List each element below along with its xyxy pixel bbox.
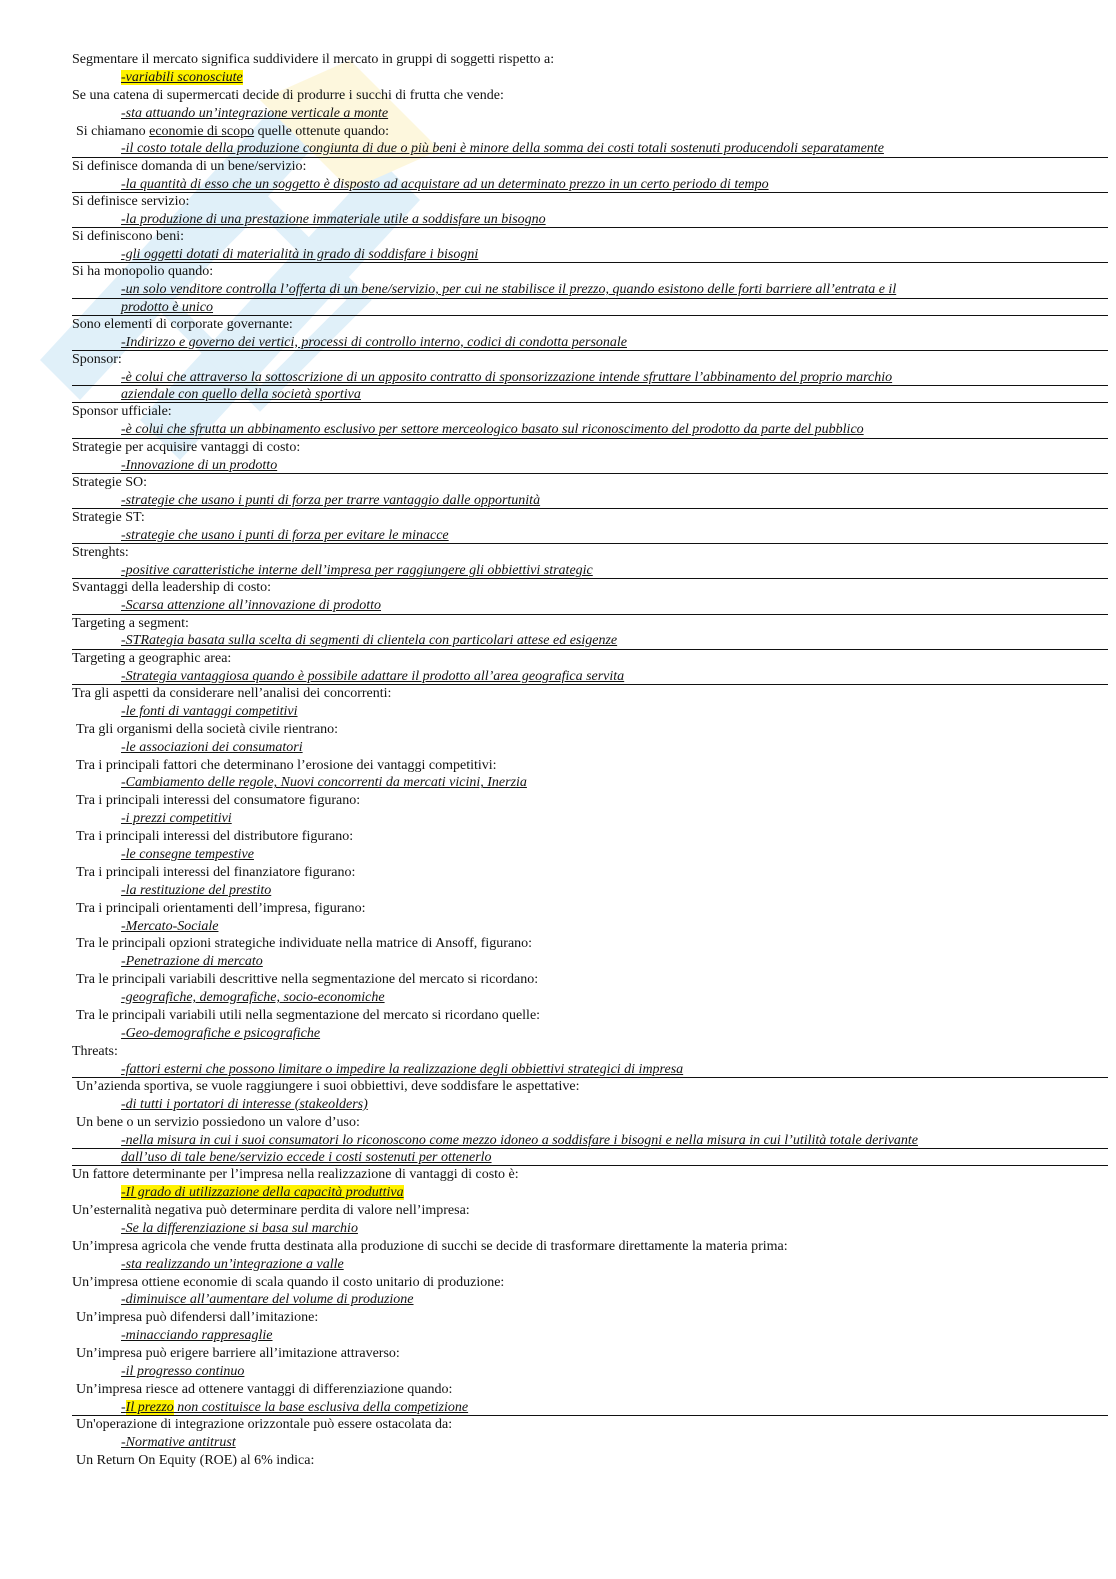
answer-text: dall’uso di tale bene/servizio eccede i costi sostenuti per ottenerlo bbox=[121, 1149, 492, 1165]
question: Strenghts: bbox=[72, 545, 129, 561]
answer bbox=[72, 810, 1108, 828]
question: Strategie SO: bbox=[72, 474, 148, 490]
answer bbox=[72, 492, 1108, 509]
answer-text: -le fonti di vantaggi competitivi bbox=[121, 703, 298, 719]
question: Si definisce domanda di un bene/servizio: bbox=[72, 158, 307, 174]
answer-text: -Mercato-Sociale bbox=[121, 918, 219, 934]
answer-text: -nella misura in cui i suoi consumatori lo riconoscono come mezzo idoneo a soddisfare i bisogni e nella misura in cui l’utilità totale derivante bbox=[121, 1132, 919, 1148]
answer bbox=[72, 1363, 1108, 1381]
answer-text: -Scarsa attenzione all’innovazione di prodotto bbox=[121, 598, 382, 614]
highlighted-answer: -variabili sconosciute bbox=[121, 69, 243, 85]
answer bbox=[72, 1291, 1108, 1309]
answer-text: -Cambiamento delle regole, Nuovi concorrenti da mercati vicini, Inerzia bbox=[121, 775, 527, 791]
answer-text: -Normative antitrust bbox=[121, 1435, 236, 1450]
answer-text: -di tutti i portatori di interesse (stakeolders) bbox=[121, 1096, 368, 1112]
answer-text: -strategie che usano i punti di forza per trarre vantaggio dalle opportunità bbox=[121, 492, 541, 508]
answer bbox=[72, 299, 1108, 316]
question: Un Return On Equity (ROE) al 6% indica: bbox=[76, 1452, 315, 1468]
answer bbox=[72, 882, 1108, 900]
answer bbox=[72, 281, 1108, 298]
answer-text: -la produzione di una prestazione immateriale utile a soddisfare un bisogno bbox=[121, 211, 546, 227]
answer bbox=[72, 562, 1108, 579]
answer-text: -Penetrazione di mercato bbox=[121, 954, 263, 970]
answer bbox=[72, 176, 1108, 193]
answer bbox=[72, 105, 1108, 123]
question: Strategie ST: bbox=[72, 510, 145, 526]
answer bbox=[72, 334, 1108, 351]
answer bbox=[72, 918, 1108, 936]
question: Se una catena di supermercati decide di produrre i succhi di frutta che vende: bbox=[72, 87, 504, 103]
answer-text: -positive caratteristiche interne dell’impresa per raggiungere gli obbiettivi strategic bbox=[121, 563, 593, 579]
answer bbox=[72, 632, 1108, 649]
answer-text: -i prezzi competitivi bbox=[121, 811, 232, 827]
answer-text: -Strategia vantaggiosa quando è possibile adattare il prodotto all’area geografica servita bbox=[121, 668, 625, 684]
answer-text: -Innovazione di un prodotto bbox=[121, 457, 278, 473]
question: Tra gli aspetti da considerare nell’analisi dei concorrenti: bbox=[72, 685, 392, 701]
answer-text: -è colui che sfrutta un abbinamento esclusivo per settore merceologico basato sul riconoscimento del prodotto da parte del pubblico bbox=[121, 422, 864, 438]
question: Un’impresa può erigere barriere all’imitazione attraverso: bbox=[76, 1346, 400, 1362]
question: Tra i principali interessi del distributore figurano: bbox=[76, 829, 354, 845]
question: Un'operazione di integrazione orizzontale può essere ostacolata da: bbox=[76, 1417, 453, 1433]
answer bbox=[72, 211, 1108, 228]
question: Un’azienda sportiva, se vuole raggiungere i suoi obbiettivi, deve soddisfare le aspettative: bbox=[76, 1078, 580, 1094]
answer bbox=[72, 1149, 1108, 1166]
answer bbox=[72, 457, 1108, 474]
question: Un’impresa ottiene economie di scala quando il costo unitario di produzione: bbox=[72, 1274, 505, 1290]
answer-text: -è colui che attraverso la sottoscrizione di un apposito contratto di sponsorizzazione intende sfruttare l’abbinamento del proprio marchio bbox=[121, 369, 893, 385]
question: Tra i principali interessi del consumatore figurano: bbox=[76, 793, 361, 809]
answer bbox=[72, 1256, 1108, 1274]
answer bbox=[72, 1220, 1108, 1238]
question: Targeting a segment: bbox=[72, 615, 189, 631]
answer bbox=[72, 1061, 1108, 1078]
answer-text: -Se la differenziazione si basa sul marchio bbox=[121, 1220, 358, 1236]
answer-text: -fattori esterni che possono limitare o impedire la realizzazione degli obbiettivi strategici di impresa bbox=[121, 1061, 684, 1077]
question: Sponsor ufficiale: bbox=[72, 404, 172, 420]
underlined-term: economie di scopo bbox=[149, 123, 255, 139]
answer bbox=[72, 140, 1108, 157]
answer-text: -la quantità di esso che un soggetto è disposto ad acquistare ad un determinato prezzo in un certo periodo di tempo bbox=[121, 176, 769, 192]
question: Si ha monopolio quando: bbox=[72, 264, 214, 280]
answer bbox=[72, 386, 1108, 403]
answer bbox=[72, 597, 1108, 614]
answer bbox=[72, 989, 1108, 1007]
answer bbox=[72, 953, 1108, 971]
question: Un’impresa agricola che vende frutta destinata alla produzione di succhi se decide di trasformare direttamente la materia prima: bbox=[72, 1238, 788, 1254]
answer bbox=[72, 246, 1108, 263]
answer bbox=[72, 421, 1108, 438]
answer bbox=[72, 774, 1108, 792]
question: Un bene o un servizio possiedono un valore d’uso: bbox=[76, 1114, 360, 1130]
question: Sponsor: bbox=[72, 351, 122, 367]
answer-text: -strategie che usano i punti di forza per evitare le minacce bbox=[121, 527, 449, 543]
question: Si definiscono beni: bbox=[72, 229, 184, 245]
answer bbox=[72, 846, 1108, 864]
answer-text: -Geo-demografiche e psicografiche bbox=[121, 1025, 321, 1041]
answer bbox=[72, 1399, 1108, 1416]
question: Un’impresa riesce ad ottenere vantaggi di differenziazione quando: bbox=[76, 1381, 453, 1397]
question: Un’impresa può difendersi dall’imitazione: bbox=[76, 1310, 319, 1326]
question: Un’esternalità negativa può determinare perdita di valore nell’impresa: bbox=[72, 1203, 470, 1219]
answer bbox=[72, 1327, 1108, 1345]
question-text: Si chiamano bbox=[76, 123, 150, 139]
answer bbox=[72, 1132, 1108, 1149]
question: Tra i principali fattori che determinano l’erosione dei vantaggi competitivi: bbox=[76, 757, 497, 773]
question bbox=[72, 123, 1108, 141]
answer-text: -geografiche, demografiche, socio-economiche bbox=[121, 990, 385, 1006]
question: Tra gli organismi della società civile rientrano: bbox=[76, 721, 339, 737]
question: Threats: bbox=[72, 1043, 118, 1059]
answer-text: non costituisce la base esclusiva della competizione bbox=[173, 1399, 469, 1415]
answer-text: -Il grado di utilizzazione della capacità produttiva bbox=[121, 1185, 404, 1201]
question: Tra le principali opzioni strategiche individuate nella matrice di Ansoff, figurano: bbox=[76, 936, 533, 952]
answer bbox=[72, 1434, 1108, 1452]
question: Targeting a geographic area: bbox=[72, 650, 232, 666]
answer-text: -un solo venditore controlla l’offerta di un bene/servizio, per cui ne stabilisce il prezzo, quando esistono delle forti barriere all’entrata e il bbox=[121, 282, 897, 298]
question: Tra i principali interessi del finanziatore figurano: bbox=[76, 864, 356, 880]
answer bbox=[72, 1025, 1108, 1043]
highlighted-text: Il prezzo bbox=[125, 1399, 174, 1415]
answer-text: aziendale con quello della società sportiva bbox=[121, 387, 361, 403]
question: Sono elementi di corporate governante: bbox=[72, 316, 293, 332]
answer bbox=[72, 703, 1108, 721]
answer bbox=[72, 1096, 1108, 1114]
question: Svantaggi della leadership di costo: bbox=[72, 580, 272, 596]
answer-text: -diminuisce all’aumentare del volume di produzione bbox=[121, 1292, 414, 1308]
document-body bbox=[72, 51, 1108, 1470]
answer-text: -sta realizzando un’integrazione a valle bbox=[121, 1256, 344, 1272]
answer bbox=[72, 369, 1108, 386]
answer bbox=[72, 668, 1108, 685]
answer-text: -le associazioni dei consumatori bbox=[121, 739, 303, 755]
answer-text: -le consegne tempestive bbox=[121, 846, 254, 862]
question: Tra i principali orientamenti dell’impresa, figurano: bbox=[76, 900, 366, 916]
answer-text: - bbox=[121, 1399, 126, 1415]
answer-text: -la restituzione del prestito bbox=[121, 882, 272, 898]
question: Si definisce servizio: bbox=[72, 193, 190, 209]
answer bbox=[72, 1184, 1108, 1202]
answer-text: -STRategia basata sulla scelta di segmenti di clientela con particolari attese ed esigenze bbox=[121, 633, 618, 649]
answer-text: -minacciando rappresaglie bbox=[121, 1328, 273, 1344]
answer bbox=[72, 527, 1108, 544]
answer-text: -il progresso continuo bbox=[121, 1364, 245, 1380]
answer-text: prodotto è unico bbox=[121, 299, 214, 315]
answer-text: -Indirizzo e governo dei vertici, processi di controllo interno, codici di condotta personale bbox=[121, 334, 627, 350]
answer-text: -sta attuando un’integrazione verticale a monte bbox=[121, 105, 389, 121]
answer bbox=[72, 69, 1108, 87]
question-text: quelle ottenute quando: bbox=[254, 123, 390, 139]
question: Un fattore determinante per l’impresa nella realizzazione di vantaggi di costo è: bbox=[72, 1167, 519, 1183]
answer-text: -gli oggetti dotati di materialità in grado di soddisfare i bisogni bbox=[121, 247, 479, 263]
answer-text: -il costo totale della produzione congiunta di due o più beni è minore della somma dei costi totali sostenuti producendoli separatamente bbox=[121, 141, 884, 157]
question: Tra le principali variabili descrittive nella segmentazione del mercato si ricordano: bbox=[76, 972, 539, 988]
question: Segmentare il mercato significa suddividere il mercato in gruppi di soggetti rispetto a: bbox=[72, 52, 555, 67]
answer bbox=[72, 739, 1108, 757]
question: Strategie per acquisire vantaggi di costo: bbox=[72, 439, 301, 455]
question: Tra le principali variabili utili nella segmentazione del mercato si ricordano quelle: bbox=[76, 1008, 541, 1023]
